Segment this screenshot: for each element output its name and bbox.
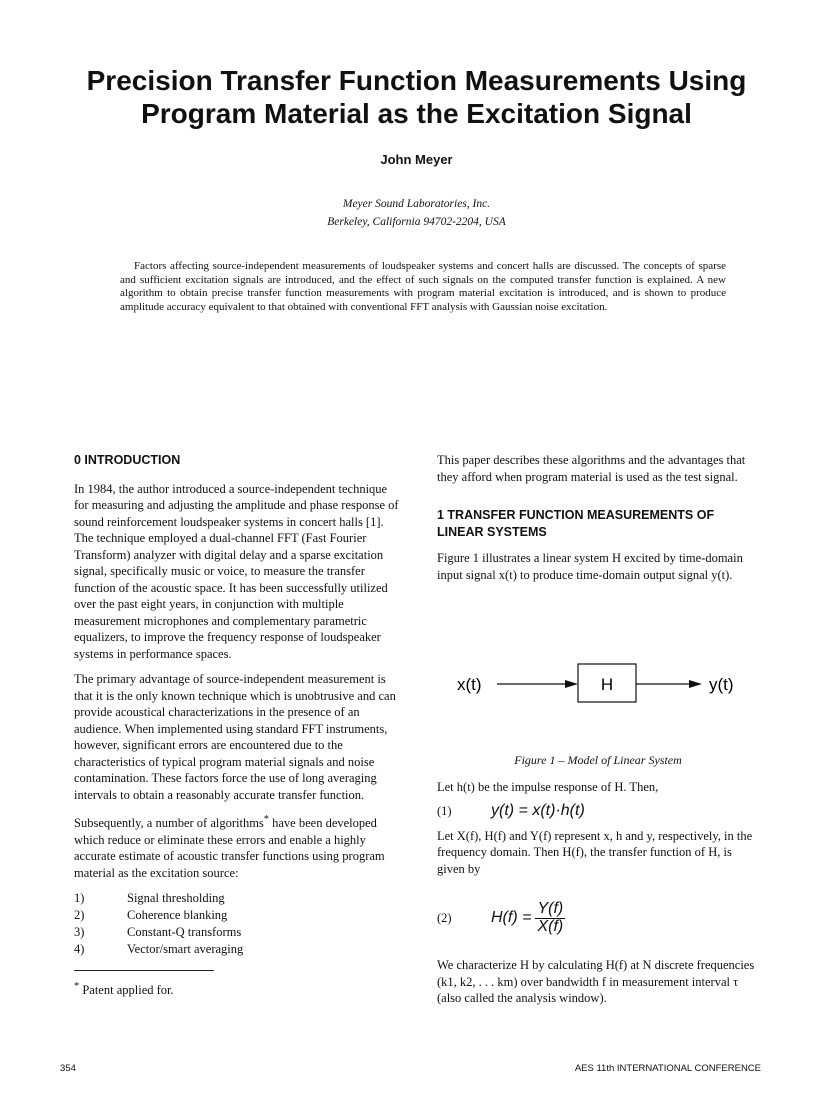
equation-1-expression: y(t) = x(t)·h(t) — [491, 802, 585, 819]
paper-title — [60, 64, 773, 130]
footnote-divider — [74, 970, 214, 971]
equation-1-number: (1) — [437, 804, 452, 818]
footnote-text: Patent applied for. — [82, 983, 174, 998]
list-item-number: 4) — [74, 942, 85, 957]
right-paragraph-5: We characterize H by calculating H(f) at N discrete frequencies (k1, k2, . . . km) over bandwidth f in measurement interval τ (also called the analysis window). — [437, 958, 755, 1005]
right-paragraph-2: Figure 1 illustrates a linear system H excited by time-domain input signal x(t) to produce time-domain output signal y(t). — [437, 551, 743, 582]
input-label: x(t) — [457, 675, 482, 694]
title-line-2: Program Material as the Excitation Signal — [141, 98, 692, 129]
page-number: 354 — [60, 1063, 76, 1074]
author-name: John Meyer — [380, 152, 453, 167]
equation-1 — [437, 803, 759, 820]
intro-paragraph-2: The primary advantage of source-independent measurement is that it is the only known technique which is unobtrusive and can provide acoustical characterizations in the presence of an audience. When implemented using standard FFT instruments, however, significant errors are encountered due to the characteristics of typical program material signals and noise contamination. These factors force the use of long averaging intervals to obtain a reasonably accurate transfer function. — [74, 672, 396, 802]
list-item-text: Coherence blanking — [127, 908, 228, 923]
para3-text-before: Subsequently, a number of algorithms — [74, 816, 264, 831]
section-heading-introduction: 0 INTRODUCTION — [74, 453, 181, 467]
list-item-number: 2) — [74, 908, 85, 923]
right-column-lower — [437, 752, 759, 1016]
figure-caption: Figure 1 – Model of Linear System — [514, 753, 682, 767]
intro-paragraph-1: In 1984, the author introduced a source-independent technique for measuring and adjusting the amplitude and phase response of sound reinforcement loudspeaker systems in concert halls [1]. The technique employed a dual-channel FFT (Fast Fourier Transform) analyzer with digital delay and a sparse excitation signal, specifically music or voice, to measure the transfer function of the acoustic space. It has been successfully utilized over the past eight years, in conjunction with multiple measurement microphones and complementary parametric equalizers, to improve the frequency response of loudspeaker systems in performance spaces. — [74, 481, 399, 661]
output-label: y(t) — [709, 675, 734, 694]
list-item — [74, 941, 404, 958]
affiliation-line-1: Meyer Sound Laboratories, Inc. — [342, 198, 491, 210]
right-paragraph-4: Let X(f), H(f) and Y(f) represent x, h and y, respectively, in the frequency domain. Then H(f), the transfer function of H, is given by — [437, 828, 753, 876]
list-item — [74, 890, 404, 907]
para3-text-after: have been developed which reduce or eliminate these errors and enable a highly accurate estimate of acoustic transfer functions using program material as the excitation source: — [74, 816, 385, 880]
equation-2-fraction — [535, 901, 565, 935]
footnote-marker: * — [263, 814, 269, 825]
list-item-text: Signal thresholding — [127, 891, 225, 906]
equation-2-lhs: H(f) = — [491, 908, 532, 926]
conference-name: AES 11th INTERNATIONAL CONFERENCE — [574, 1063, 761, 1074]
right-paragraph-1: This paper describes these algorithms and the advantages that they afford when program material is used as the test signal. — [437, 453, 746, 484]
list-item-number: 3) — [74, 925, 85, 940]
right-paragraph-3: Let h(t) be the impulse response of H. Then, — [437, 779, 659, 794]
footnote-marker: * — [74, 981, 80, 993]
linear-system-diagram — [437, 650, 759, 725]
algorithm-list — [74, 890, 404, 958]
list-item — [74, 924, 404, 941]
abstract: Factors affecting source-independent measurements of loudspeaker systems and concert halls are discussed. The concepts of sparse and sufficient excitation signals are introduced, and the effect of such signals on the computed transfer function is explained. A new algorithm to obtain precise transfer function measurements with program material excitation is introduced, and is shown to produce amplitude accuracy equivalent to that obtained with conventional FFT analysis with Gaussian noise excitation. — [120, 260, 726, 313]
list-item-number: 1) — [74, 891, 85, 906]
footnote — [74, 979, 404, 999]
output-arrowhead-icon — [689, 680, 702, 688]
title-line-1: Precision Transfer Function Measurements Using — [86, 65, 747, 96]
system-box-label: H — [600, 675, 614, 694]
equation-2 — [437, 901, 759, 935]
equation-2-numerator: Y(f) — [537, 900, 564, 917]
input-arrowhead-icon — [565, 680, 578, 688]
intro-paragraph-3 — [74, 812, 404, 881]
equation-2-number: (2) — [437, 910, 452, 925]
equation-2-denominator: X(f) — [537, 917, 564, 935]
right-column — [437, 452, 759, 592]
affiliation-line-2: Berkeley, California 94702-2204, USA — [327, 216, 506, 228]
list-item-text: Constant-Q transforms — [127, 925, 242, 940]
left-column — [74, 452, 404, 999]
section-heading-transfer-function: 1 TRANSFER FUNCTION MEASUREMENTS OF LINEAR SYSTEMS — [437, 508, 715, 539]
list-item — [74, 907, 404, 924]
list-item-text: Vector/smart averaging — [127, 942, 244, 957]
affiliation — [0, 195, 833, 231]
